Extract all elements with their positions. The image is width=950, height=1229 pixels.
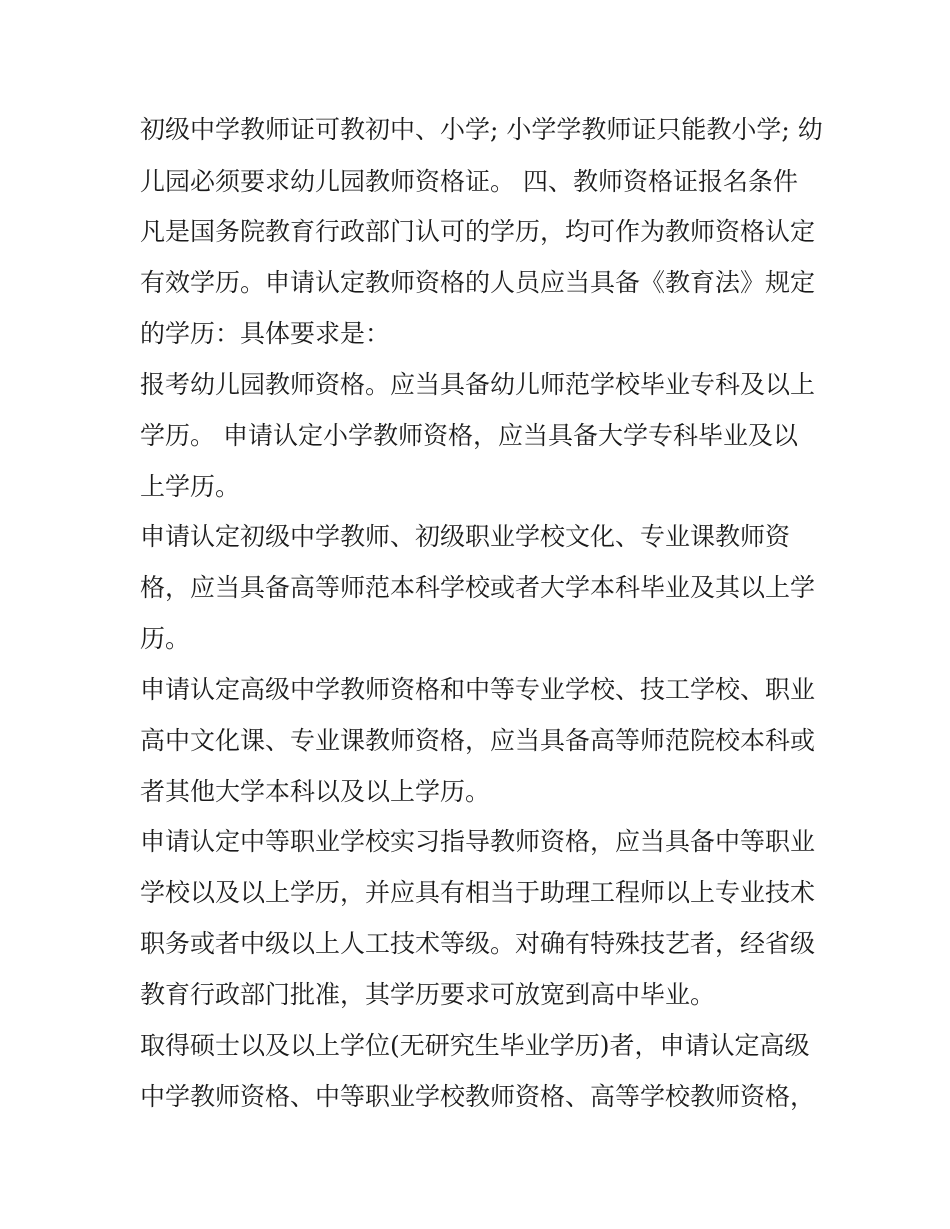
- text-line: 格，应当具备高等师范本科学校或者大学本科毕业及其以上学: [140, 573, 816, 602]
- text-line: 凡是国务院教育行政部门认可的学历，均可作为教师资格认定: [140, 217, 816, 246]
- text-line: 申请认定中等职业学校实习指导教师资格，应当具备中等职业: [140, 827, 816, 856]
- text-line: 历。: [140, 624, 191, 653]
- text-line: 教育行政部门批准，其学历要求可放宽到高中毕业。: [140, 980, 716, 1009]
- text-line: 申请认定高级中学教师资格和中等专业学校、技工学校、职业: [140, 675, 816, 704]
- text-line: 报考幼儿园教师资格。应当具备幼儿师范学校毕业专科及以上: [140, 370, 816, 399]
- text-line: 职务或者中级以上人工技术等级。对确有特殊技艺者，经省级: [140, 929, 816, 958]
- text-line: 初级中学教师证可教初中、小学; 小学学教师证只能教小学; 幼: [140, 115, 823, 144]
- text-line: 上学历。: [140, 472, 241, 501]
- text-line: 申请认定初级中学教师、初级职业学校文化、专业课教师资: [140, 522, 791, 551]
- text-line: 的学历：具体要求是：: [140, 319, 391, 348]
- text-line: 学历。 申请认定小学教师资格，应当具备大学专科毕业及以: [140, 421, 798, 450]
- text-line: 中学教师资格、中等职业学校教师资格、高等学校教师资格，: [140, 1082, 816, 1111]
- text-line: 者其他大学本科以及以上学历。: [140, 777, 491, 806]
- text-line: 有效学历。申请认定教师资格的人员应当具备《教育法》规定: [140, 268, 816, 297]
- text-line: 高中文化课、专业课教师资格，应当具备高等师范院校本科或: [140, 726, 816, 755]
- text-line: 儿园必须要求幼儿园教师资格证。 四、教师资格证报名条件: [140, 167, 798, 196]
- text-line: 学校以及以上学历，并应具有相当于助理工程师以上专业技术: [140, 878, 816, 907]
- text-line: 取得硕士以及以上学位(无研究生毕业学历)者，申请认定高级: [140, 1031, 810, 1060]
